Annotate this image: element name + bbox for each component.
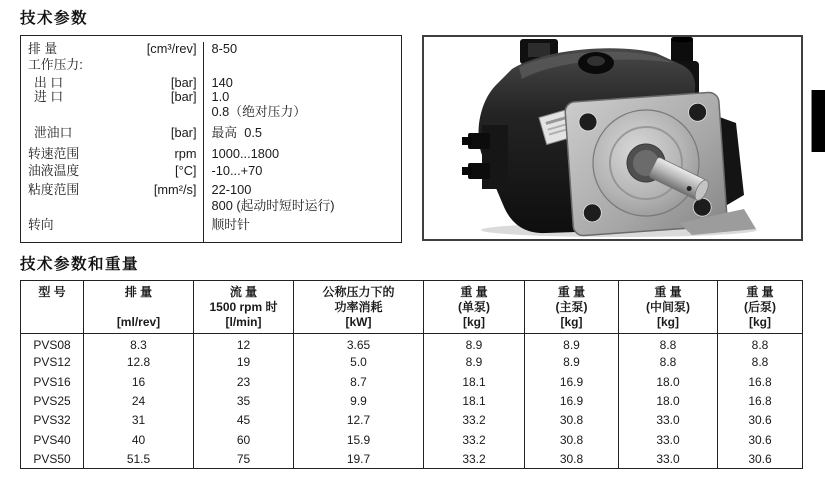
column-header-power: 公称压力下的 功率消耗 [kW] <box>294 281 424 334</box>
spec-param-value: -10...+70 <box>203 164 402 183</box>
column-header-displacement: 排 量 [ml/rev] <box>84 281 194 334</box>
parameters-weight-table <box>20 280 803 469</box>
cell: 12.8 <box>84 353 194 372</box>
spec-param-name: 油液温度 <box>28 163 80 178</box>
cell: 8.9 <box>525 334 619 353</box>
spec-param-name: 转速范围 <box>28 146 80 161</box>
cell: 8.8 <box>751 355 769 370</box>
cell: 75 <box>194 449 294 468</box>
vane-pump-photo-image <box>424 37 801 239</box>
spec-row <box>21 90 401 105</box>
cell: 5.0 <box>294 353 424 372</box>
spec-param-value: 顺时针 <box>203 218 402 242</box>
model-cell: PVS08 <box>21 334 84 353</box>
spec-row <box>21 183 401 199</box>
spec-param-unit: [bar] <box>170 89 197 104</box>
spec-param-value: 22-100 <box>203 183 402 199</box>
column-header-weight-main: 重 量 (主泵) [kg] <box>525 281 619 334</box>
cell: 9.9 <box>294 391 424 410</box>
cell: 30.8 <box>525 411 619 430</box>
spec-param-name: 工作压力: <box>28 57 83 72</box>
cell: 12 <box>194 334 294 353</box>
cell: 33.0 <box>619 430 718 449</box>
cell: 30.8 <box>525 449 619 468</box>
spec-param-value: 最高 0.5 <box>203 126 402 147</box>
spec-param-value: 800 (起动时短时运行) <box>203 199 402 218</box>
spec-param-unit: [bar] <box>170 75 197 90</box>
spec-row <box>21 164 401 183</box>
cell: 16.9 <box>525 372 619 391</box>
cell: 60 <box>194 430 294 449</box>
spec-param-value: 8-50 <box>203 42 402 58</box>
cell: 30.6 <box>748 432 772 447</box>
cell: 51.5 <box>84 449 194 468</box>
spec-row <box>21 58 401 76</box>
column-header-weight-rear: 重 量 (后泵) [kg] <box>718 281 803 334</box>
cell: 18.1 <box>424 391 525 410</box>
cell: 3.65 <box>294 334 424 353</box>
spec-param-name: 排 量 <box>28 41 58 56</box>
cell: 33.2 <box>424 430 525 449</box>
spec-param-name: 进 口 <box>34 89 64 104</box>
column-header-weight-middle: 重 量 (中间泵) [kg] <box>619 281 718 334</box>
section-title-technical-parameters: 技术参数 <box>20 10 89 27</box>
cell: 18.0 <box>619 391 718 410</box>
table-row <box>21 353 803 372</box>
cell: 33.2 <box>424 411 525 430</box>
table-row <box>21 430 803 449</box>
column-header-weight-single: 重 量 (单泵) [kg] <box>424 281 525 334</box>
column-header-model: 型 号 <box>21 281 84 334</box>
cell: 23 <box>194 372 294 391</box>
spec-param-value: 1000...1800 <box>203 147 402 164</box>
cell: 35 <box>194 391 294 410</box>
cell: 8.7 <box>294 372 424 391</box>
model-cell: PVS16 <box>21 372 84 391</box>
cell: 8.3 <box>84 334 194 353</box>
spec-param-name: 出 口 <box>34 75 64 90</box>
cell: 33.0 <box>619 449 718 468</box>
model-cell: PVS40 <box>21 430 84 449</box>
cell: 24 <box>84 391 194 410</box>
cell: 33.2 <box>424 449 525 468</box>
table-row <box>21 372 803 391</box>
table-row <box>21 449 803 468</box>
spec-param-unit: [°C] <box>175 163 197 178</box>
spec-row <box>21 42 401 58</box>
spec-param-unit: [mm²/s] <box>153 182 197 197</box>
spec-row <box>21 76 401 90</box>
section-title-parameters-and-weight: 技术参数和重量 <box>20 256 140 273</box>
pump-photo-frame <box>422 35 803 241</box>
spec-row <box>21 147 401 164</box>
cell: 45 <box>194 411 294 430</box>
spec-row <box>21 218 401 242</box>
cell: 16 <box>84 372 194 391</box>
cell: 30.8 <box>525 430 619 449</box>
table-row <box>21 411 803 430</box>
spec-param-unit: [cm³/rev] <box>146 41 197 56</box>
cell: 8.8 <box>619 334 718 353</box>
spec-param-name: 粘度范围 <box>28 182 80 197</box>
cell: 31 <box>84 411 194 430</box>
table-row <box>21 334 803 353</box>
cell: 8.9 <box>525 353 619 372</box>
cell: 16.9 <box>525 391 619 410</box>
cell: 16.8 <box>748 394 772 409</box>
spec-param-value: 140 <box>203 76 402 90</box>
model-cell: PVS25 <box>21 391 84 410</box>
cell: 16.8 <box>748 374 772 389</box>
cell: 18.1 <box>424 372 525 391</box>
spec-param-name: 泄油口 <box>34 125 73 140</box>
cell: 30.6 <box>748 451 772 466</box>
cell: 8.9 <box>424 353 525 372</box>
cell: 40 <box>84 430 194 449</box>
spec-row <box>21 199 401 218</box>
spec-row <box>21 126 401 147</box>
cell: 8.8 <box>751 337 769 352</box>
cell: 33.0 <box>619 411 718 430</box>
spec-param-value: 0.8（绝对压力） <box>203 105 402 126</box>
spec-param-unit: [bar] <box>170 125 197 140</box>
cell: 8.9 <box>424 334 525 353</box>
cell: 12.7 <box>294 411 424 430</box>
page-edge-tab <box>811 90 825 152</box>
table-row <box>21 391 803 410</box>
spec-row <box>21 105 401 126</box>
spec-param-value <box>203 58 402 76</box>
cell: 18.0 <box>619 372 718 391</box>
spec-param-name: 转向 <box>28 217 54 232</box>
model-cell: PVS12 <box>21 353 84 372</box>
cell: 30.6 <box>748 413 772 428</box>
spec-param-value: 1.0 <box>203 90 402 105</box>
model-cell: PVS50 <box>21 449 84 468</box>
cell: 19 <box>194 353 294 372</box>
column-header-flow: 流 量 1500 rpm 时 [l/min] <box>194 281 294 334</box>
header-row <box>21 281 803 334</box>
cell: 15.9 <box>294 430 424 449</box>
cell: 19.7 <box>294 449 424 468</box>
cell: 8.8 <box>619 353 718 372</box>
technical-parameters-table <box>20 35 402 243</box>
model-cell: PVS32 <box>21 411 84 430</box>
spec-param-unit: rpm <box>174 146 197 161</box>
